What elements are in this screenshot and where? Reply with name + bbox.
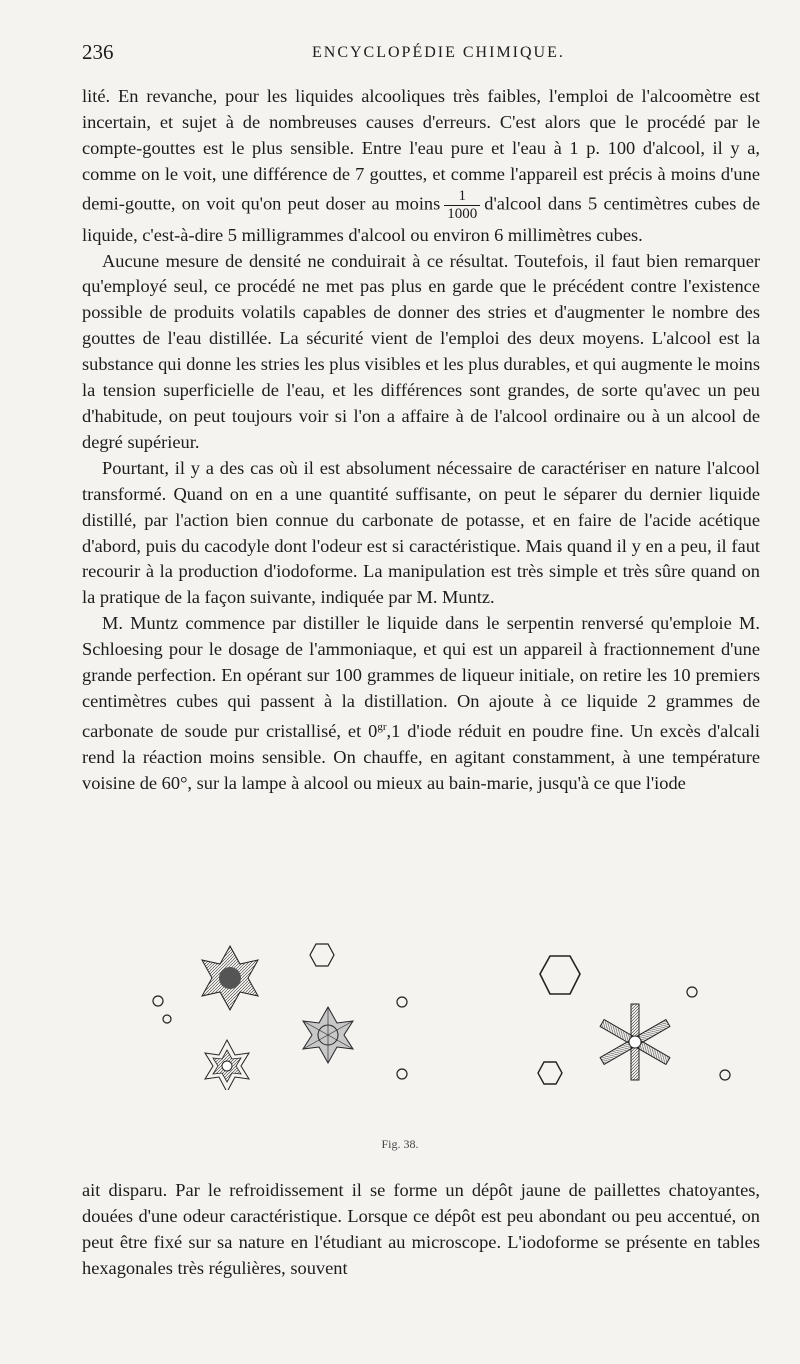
crystal-hexagons-tiny [687, 987, 730, 1080]
paragraph-4 [82, 611, 760, 796]
page-header [82, 40, 760, 70]
crystal-hexagon-medium [538, 1062, 562, 1084]
crystal-hexagons-small [153, 944, 407, 1079]
paragraph-3: Pourtant, il y a des cas où il est absolument nécessaire de caractériser en nature l'alcool transformé. Quand on en a une quantité suffisante, on peut le séparer du dernier liquide distillé, par l'action bien connue du carbonate de potasse, et en faire de l'acide acétique d'abord, puis du cacodyle dont l'odeur est si caractéristique. Mais quand il y en a peu, il faut recourir à la production d'iodoforme. La manipulation est très simple et très sûre quand on la pratique de la façon suivante, indiquée par M. Muntz. [82, 457, 760, 608]
crystal-hexagon-large [540, 956, 580, 994]
running-title: ENCYCLOPÉDIE CHIMIQUE. [312, 44, 565, 61]
paragraph-1 [82, 84, 760, 249]
fraction-denominator: 1000 [447, 205, 478, 222]
body-text-top [82, 84, 760, 797]
crystal-star-outlined [205, 1040, 249, 1090]
crystal-six-point-star [600, 1004, 670, 1080]
paragraph-4-text: M. Muntz commence par distiller le liquide dans le serpentin renversé qu'emploie M. Schloesing pour le dosage de l'ammoniaque, et qui est un appareil à fractionnement d'une grande perfection. En opérant sur 100 grammes de liqueur initiale, on retire les 10 premiers centimètres cubes qui passent à la distillation. On ajoute à ce liquide 2 grammes de carbonate de soude pur cristallisé, et 0 [82, 613, 760, 741]
paragraph-1-text-end: d'alcool dans 5 centimètres cubes de liquide, c'est-à-dire 5 milligrammes d'alcool ou environ 6 millimètres cubes. [82, 193, 760, 245]
fraction [444, 188, 480, 223]
body-text-bottom [82, 1178, 760, 1282]
gram-unit: gr [377, 720, 387, 733]
figure-caption: Fig. 38. [381, 1137, 419, 1151]
crystal-star-hatched [202, 946, 258, 1010]
fraction-numerator: 1 [444, 188, 480, 206]
paragraph-2: Aucune mesure de densité ne conduirait à ce résultat. Toutefois, il faut bien remarquer qu'employé seul, ce procédé ne met pas plus en garde que le précédent contre l'existence possible de produits volatils capables de donner des stries et d'augmenter le nombre des gouttes de l'eau distillée. La sécurité vient de l'emploi des deux moyens. L'alcool est la substance qui donne les stries les plus visibles et les plus durables, et qui augmente le moins la tension superficielle de l'eau, et les différences sont grandes, de sorte qu'avec un peu d'habitude, on peut toujours voir si l'on a affaire à de l'alcool ordinaire ou à un alcool de degré supérieur. [82, 250, 760, 452]
crystal-rosette [303, 1007, 353, 1063]
paragraph-4-text-end: ,1 d'iode réduit en poudre fine. Un excès d'alcali rend la réaction moins sensible. On chauffe, en agitant constamment, à une température voisine de 60°, sur la lampe à alcool ou mieux au bain-marie, jusqu'à ce que l'iode [82, 720, 760, 793]
paragraph-1-text: lité. En revanche, pour les liquides alcooliques très faibles, l'emploi de l'alcoomètre est incertain, et sujet à de nombreuses causes d'erreurs. C'est alors que le procédé par le compte-gouttes est le plus sensible. Entre l'eau pure et l'eau à 1 p. 100 d'alcool, il y a, comme on le voit, une différence de 7 gouttes, et comme l'appareil est précis à moins d'une demi-goutte, on voit qu'on peut doser au moins [82, 86, 760, 214]
page-number: 236 [82, 40, 114, 64]
paragraph-5: ait disparu. Par le refroidissement il se forme un dépôt jaune de paillettes chatoyantes, douées d'une odeur caractéristique. Lorsque ce dépôt est peu abondant ou peu accentué, on peut être fixé sur sa nature en l'étudiant au microscope. L'iodoforme se présente en tables hexagonales très régulières, souvent [82, 1180, 760, 1278]
figure-crystals [130, 930, 770, 1090]
